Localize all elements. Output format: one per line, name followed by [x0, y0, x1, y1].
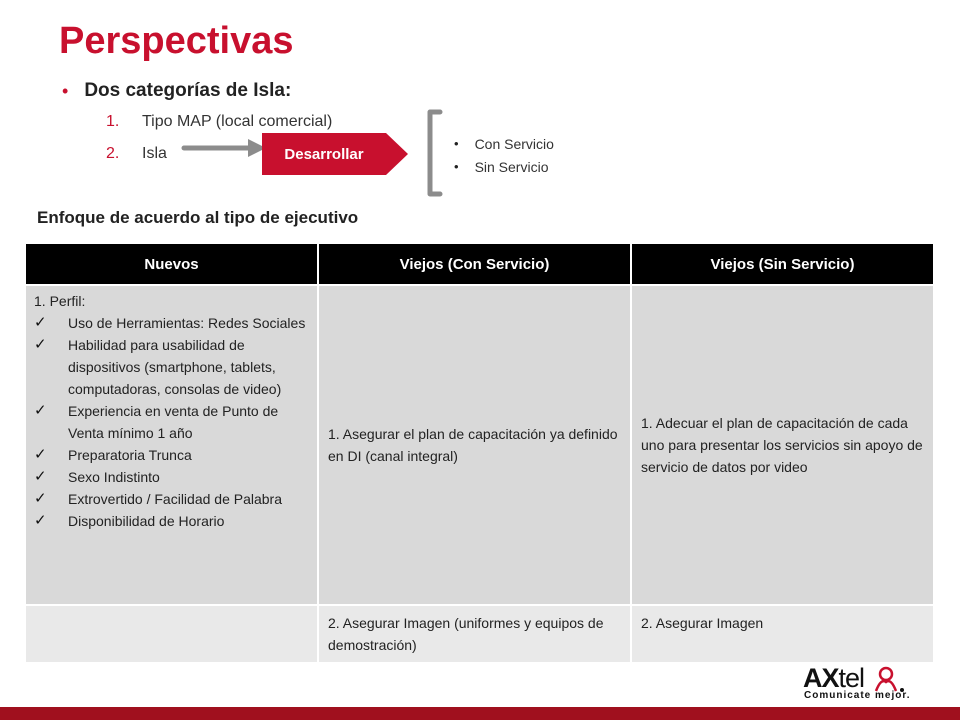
checklist-item-label: Preparatoria Trunca [68, 447, 192, 463]
checklist-item-label: Uso de Herramientas: Redes Sociales [68, 315, 306, 331]
list-item [454, 132, 554, 155]
column-header: Viejos (Con Servicio) [318, 244, 631, 285]
bullet-icon: • [62, 80, 69, 101]
checklist-item-label: Sexo Indistinto [68, 469, 160, 485]
bullet-icon: • [454, 159, 459, 174]
category-label: Isla [142, 145, 167, 162]
checklist-item [34, 510, 309, 532]
table-cell: 1. Asegurar el plan de capacitación ya definido en DI (canal integral) [318, 285, 631, 605]
subtitle-row [62, 80, 291, 102]
checkmark-icon: ✓ [34, 468, 47, 485]
checkmark-icon: ✓ [34, 490, 47, 507]
column-header: Viejos (Sin Servicio) [631, 244, 933, 285]
logo-tagline: Comunicate mejor. [804, 690, 911, 701]
perfil-checklist [34, 312, 309, 532]
checkmark-icon: ✓ [34, 314, 47, 331]
logo-ax: AX [803, 663, 839, 693]
bullet-icon: • [454, 136, 459, 151]
checklist-item-label: Disponibilidad de Horario [68, 513, 225, 529]
checkmark-icon: ✓ [34, 512, 47, 529]
logo-tel: tel [838, 663, 865, 693]
executive-table [26, 244, 933, 662]
arrow-right-icon [180, 136, 270, 160]
list-item [454, 155, 554, 178]
checklist-item-label: Habilidad para usabilidad de dispositivos (smartphone, tablets, computadoras, consolas de video) [68, 337, 282, 397]
category-item-isla [106, 145, 167, 163]
checklist-item-label: Extrovertido / Facilidad de Palabra [68, 491, 282, 507]
checklist-item [34, 466, 309, 488]
table-cell: 2. Asegurar Imagen [631, 605, 933, 662]
category-number: 2. [106, 145, 120, 162]
checklist-item [34, 400, 309, 444]
checklist-item [34, 488, 309, 510]
service-option-label: Con Servicio [474, 135, 554, 152]
checkmark-icon: ✓ [34, 336, 47, 353]
bracket-icon [424, 108, 444, 198]
table-row [26, 285, 933, 605]
footer-bar [0, 707, 960, 720]
checklist-item [34, 444, 309, 466]
checklist-item [34, 312, 309, 334]
checkmark-icon: ✓ [34, 446, 47, 463]
table-row [26, 605, 933, 662]
table-header-row [26, 244, 933, 285]
section-heading: Enfoque de acuerdo al tipo de ejecutivo [37, 208, 359, 227]
category-label: Tipo MAP (local comercial) [142, 113, 333, 130]
desarrollar-label: Desarrollar [284, 145, 364, 163]
column-header: Nuevos [26, 244, 318, 285]
checkmark-icon: ✓ [34, 402, 47, 419]
slide-title: Perspectivas [59, 20, 294, 62]
table-cell [26, 605, 318, 662]
table-cell [26, 285, 318, 605]
table-cell: 1. Adecuar el plan de capacitación de cada uno para presentar los servicios sin apoyo de servicio de datos por video [631, 285, 933, 605]
category-number: 1. [106, 113, 120, 130]
service-options-list [454, 132, 554, 178]
table-cell: 2. Asegurar Imagen (uniformes y equipos de demostración) [318, 605, 631, 662]
subtitle: Dos categorías de Isla: [84, 80, 292, 101]
category-item-map [106, 113, 332, 131]
checklist-item-label: Experiencia en venta de Punto de Venta mínimo 1 año [68, 403, 279, 441]
checklist-item [34, 334, 309, 400]
service-option-label: Sin Servicio [474, 158, 549, 175]
perfil-title: 1. Perfil: [34, 293, 86, 309]
